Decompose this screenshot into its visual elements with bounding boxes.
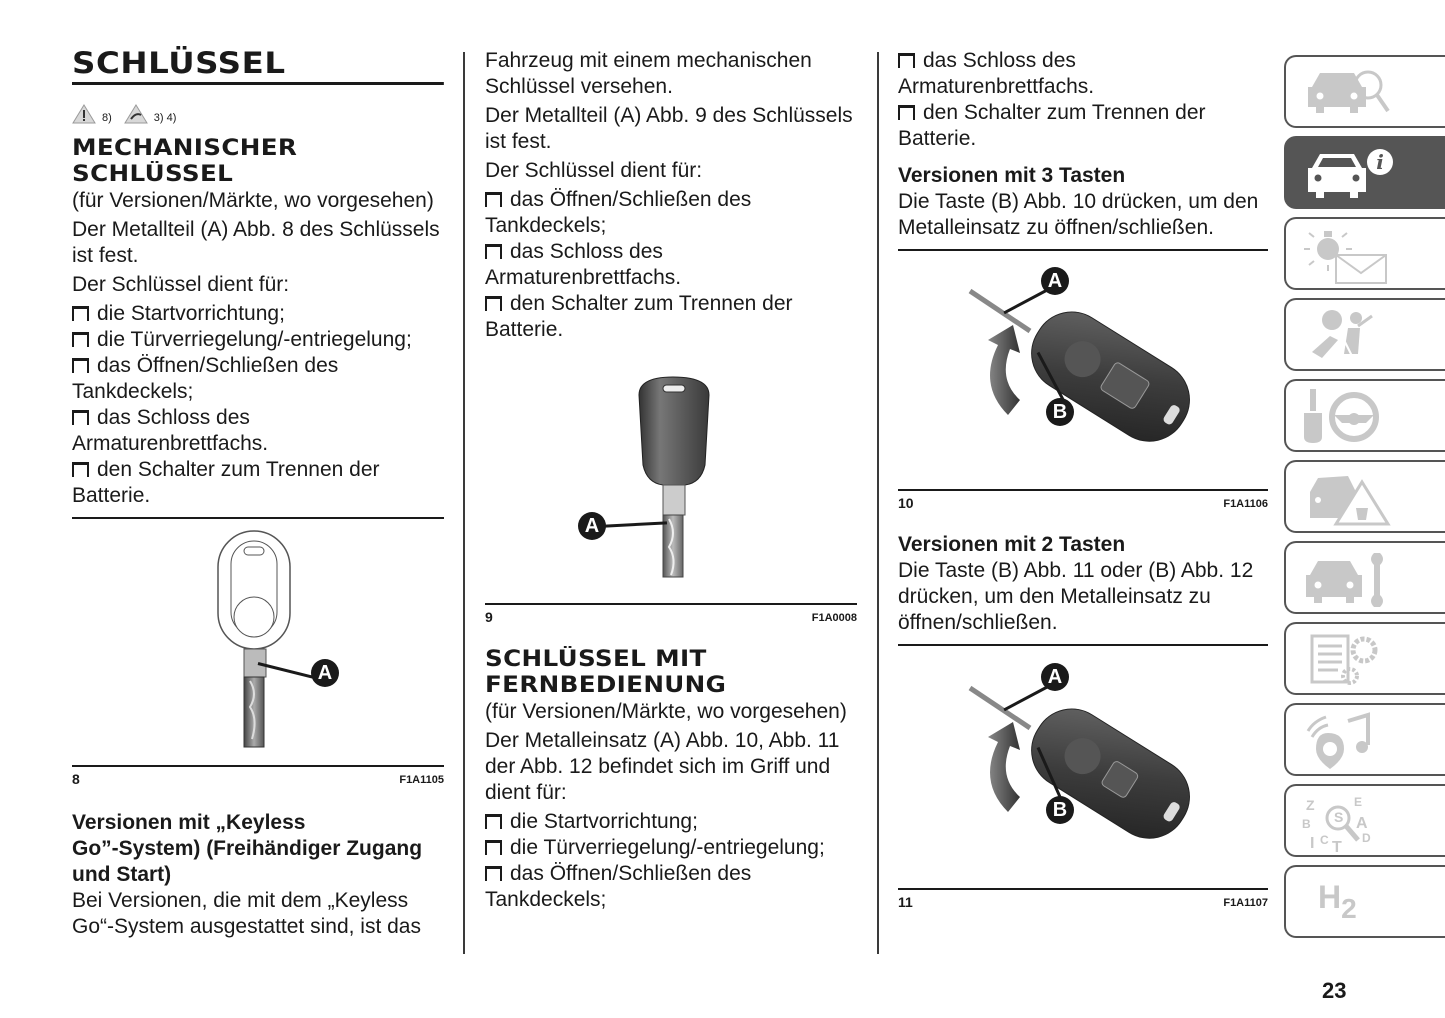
paragraph: Der Schlüssel dient für: bbox=[485, 159, 703, 182]
car-maintenance-icon bbox=[1298, 549, 1398, 609]
column-2 bbox=[485, 48, 857, 913]
environment-triangle-icon bbox=[124, 104, 148, 124]
tab-car-overview[interactable] bbox=[1284, 55, 1445, 128]
figure-9 bbox=[485, 359, 857, 603]
remote-key-3-buttons-illustration bbox=[958, 265, 1228, 475]
tab-emergency[interactable] bbox=[1284, 460, 1445, 533]
figure-8 bbox=[72, 517, 444, 765]
availability-note: (für Versionen/Märkte, wo vorgesehen) bbox=[485, 700, 847, 723]
paragraph: Der Metallteil (A) Abb. 8 des Schlüssels bbox=[72, 218, 440, 241]
figure-caption bbox=[72, 765, 444, 789]
callout-b: B bbox=[1046, 398, 1074, 426]
figure-10 bbox=[898, 249, 1268, 489]
figure-caption bbox=[898, 489, 1268, 513]
figure-code: F1A1105 bbox=[399, 774, 444, 786]
paragraph: Der Schlüssel dient für: bbox=[72, 273, 290, 296]
section-title: FERNBEDIENUNG bbox=[485, 673, 727, 698]
paragraph: Go“-System ausgestattet sind, ist das bbox=[72, 915, 421, 938]
subsection-title: Versionen mit „Keyless bbox=[72, 811, 306, 834]
list-item: den Schalter zum Trennen der bbox=[72, 457, 444, 483]
key-steering-wheel-icon bbox=[1298, 387, 1398, 447]
paragraph: der Abb. 12 befindet sich im Griff und bbox=[485, 755, 831, 778]
list-item: das Öffnen/Schließen des bbox=[485, 861, 857, 887]
paragraph: ist fest. bbox=[485, 130, 552, 153]
warning-triangle-icon bbox=[72, 104, 96, 124]
hydrogen-h2-icon: H2 bbox=[1318, 879, 1357, 924]
tab-technical-data[interactable] bbox=[1284, 622, 1445, 695]
mechanical-key-illustration bbox=[212, 529, 302, 759]
tab-hydrogen[interactable] bbox=[1284, 865, 1445, 938]
list-item-cont: Tankdeckels; bbox=[485, 214, 607, 237]
svg-text:T: T bbox=[1332, 839, 1342, 852]
callout-a: A bbox=[1041, 663, 1069, 691]
list-item-cont: Batterie. bbox=[898, 127, 977, 150]
svg-text:Z: Z bbox=[1306, 797, 1315, 813]
column-3 bbox=[898, 48, 1268, 912]
car-search-icon bbox=[1298, 63, 1398, 123]
page-number: 23 bbox=[1322, 978, 1347, 1003]
technical-data-icon bbox=[1298, 630, 1398, 690]
warning-ref[interactable]: 8) bbox=[102, 112, 112, 124]
paragraph: Der Metalleinsatz (A) Abb. 10, Abb. 11 bbox=[485, 729, 840, 752]
tab-starting-driving[interactable] bbox=[1284, 379, 1445, 452]
subsection-title: Versionen mit 3 Tasten bbox=[898, 164, 1126, 187]
svg-text:E: E bbox=[1354, 795, 1363, 809]
svg-text:D: D bbox=[1362, 831, 1371, 845]
figure-caption bbox=[485, 603, 857, 627]
list-item: die Türverriegelung/-entriegelung; bbox=[485, 835, 857, 861]
svg-text:I: I bbox=[1310, 835, 1315, 852]
svg-text:C: C bbox=[1320, 833, 1329, 847]
svg-text:A: A bbox=[1356, 815, 1368, 832]
warning-lights-icon bbox=[1298, 225, 1398, 285]
list-item: das Öffnen/Schließen des bbox=[485, 187, 857, 213]
list-item: das Schloss des bbox=[72, 405, 444, 431]
remote-key-2-buttons-illustration bbox=[958, 662, 1228, 872]
subsection-title: Versionen mit 2 Tasten bbox=[898, 533, 1126, 556]
figure-11 bbox=[898, 644, 1268, 888]
figure-number: 11 bbox=[898, 894, 913, 910]
figure-caption bbox=[898, 888, 1268, 912]
callout-b: B bbox=[1046, 796, 1074, 824]
airbag-seatbelt-icon bbox=[1298, 306, 1398, 366]
warning-references bbox=[72, 94, 444, 124]
list-item-cont: Tankdeckels; bbox=[485, 888, 607, 911]
section-title: MECHANISCHER bbox=[72, 136, 298, 161]
availability-note: (für Versionen/Märkte, wo vorgesehen) bbox=[72, 189, 434, 212]
list-item-cont: Batterie. bbox=[72, 484, 151, 507]
paragraph: öffnen/schließen. bbox=[898, 611, 1058, 634]
list-item-cont: Armaturenbrettfachs. bbox=[485, 266, 682, 289]
list-item: das Schloss des bbox=[485, 239, 857, 265]
paragraph: Bei Versionen, die mit dem „Keyless bbox=[72, 889, 409, 912]
tab-multimedia[interactable] bbox=[1284, 703, 1445, 776]
callout-a: A bbox=[311, 659, 339, 687]
list-item: die Türverriegelung/-entriegelung; bbox=[72, 327, 444, 353]
figure-code: F1A1106 bbox=[1223, 498, 1268, 510]
section-title: SCHLÜSSEL MIT bbox=[485, 647, 707, 672]
multimedia-icon bbox=[1298, 711, 1398, 771]
tab-index[interactable] bbox=[1284, 784, 1445, 857]
list-item: die Startvorrichtung; bbox=[72, 301, 444, 327]
environment-ref[interactable]: 3) 4) bbox=[153, 112, 177, 124]
paragraph: drücken, um den Metalleinsatz zu bbox=[898, 585, 1211, 608]
car-emergency-icon bbox=[1298, 468, 1398, 528]
page-title: SCHLÜSSEL bbox=[72, 48, 444, 85]
paragraph: ist fest. bbox=[72, 244, 139, 267]
figure-number: 10 bbox=[898, 495, 914, 511]
section-title: SCHLÜSSEL bbox=[72, 162, 234, 187]
paragraph: Fahrzeug mit einem mechanischen bbox=[485, 49, 812, 72]
alphabetical-index-icon bbox=[1298, 792, 1398, 852]
tab-safety[interactable] bbox=[1284, 298, 1445, 371]
figure-number: 8 bbox=[72, 771, 80, 787]
list-item-cont: Batterie. bbox=[485, 318, 564, 341]
paragraph: Die Taste (B) Abb. 10 drücken, um den bbox=[898, 190, 1259, 213]
figure-code: F1A1107 bbox=[1223, 897, 1268, 909]
list-item: den Schalter zum Trennen der bbox=[485, 291, 857, 317]
svg-text:i: i bbox=[1376, 150, 1384, 174]
tab-maintenance[interactable] bbox=[1284, 541, 1445, 614]
column-1 bbox=[72, 48, 444, 940]
column-divider bbox=[877, 52, 879, 954]
figure-number: 9 bbox=[485, 609, 493, 625]
paragraph: Die Taste (B) Abb. 11 oder (B) Abb. 12 bbox=[898, 559, 1254, 582]
list-item: den Schalter zum Trennen der bbox=[898, 100, 1268, 126]
car-info-icon bbox=[1298, 144, 1398, 204]
subsection-title: Go”-System) (Freihändiger Zugang bbox=[72, 837, 423, 860]
callout-a: A bbox=[1041, 267, 1069, 295]
tab-warning-lights[interactable] bbox=[1284, 217, 1445, 290]
list-item: die Startvorrichtung; bbox=[485, 809, 857, 835]
list-item-cont: Armaturenbrettfachs. bbox=[72, 432, 269, 455]
list-item: das Schloss des bbox=[898, 48, 1268, 74]
paragraph: Metalleinsatz zu öffnen/schließen. bbox=[898, 216, 1214, 239]
svg-text:S: S bbox=[1334, 809, 1344, 825]
list-item: das Öffnen/Schließen des bbox=[72, 353, 444, 379]
list-item-cont: Tankdeckels; bbox=[72, 380, 194, 403]
figure-code: F1A0008 bbox=[811, 612, 857, 624]
mechanical-key-illustration bbox=[633, 375, 723, 585]
paragraph: Schlüssel versehen. bbox=[485, 75, 673, 98]
list-item-cont: Armaturenbrettfachs. bbox=[898, 75, 1095, 98]
paragraph: Der Metallteil (A) Abb. 9 des Schlüssels bbox=[485, 104, 853, 127]
paragraph: dient für: bbox=[485, 781, 567, 804]
subsection-title: und Start) bbox=[72, 863, 172, 886]
tab-car-info[interactable] bbox=[1284, 136, 1445, 209]
svg-text:B: B bbox=[1302, 817, 1311, 831]
callout-a: A bbox=[578, 512, 606, 540]
